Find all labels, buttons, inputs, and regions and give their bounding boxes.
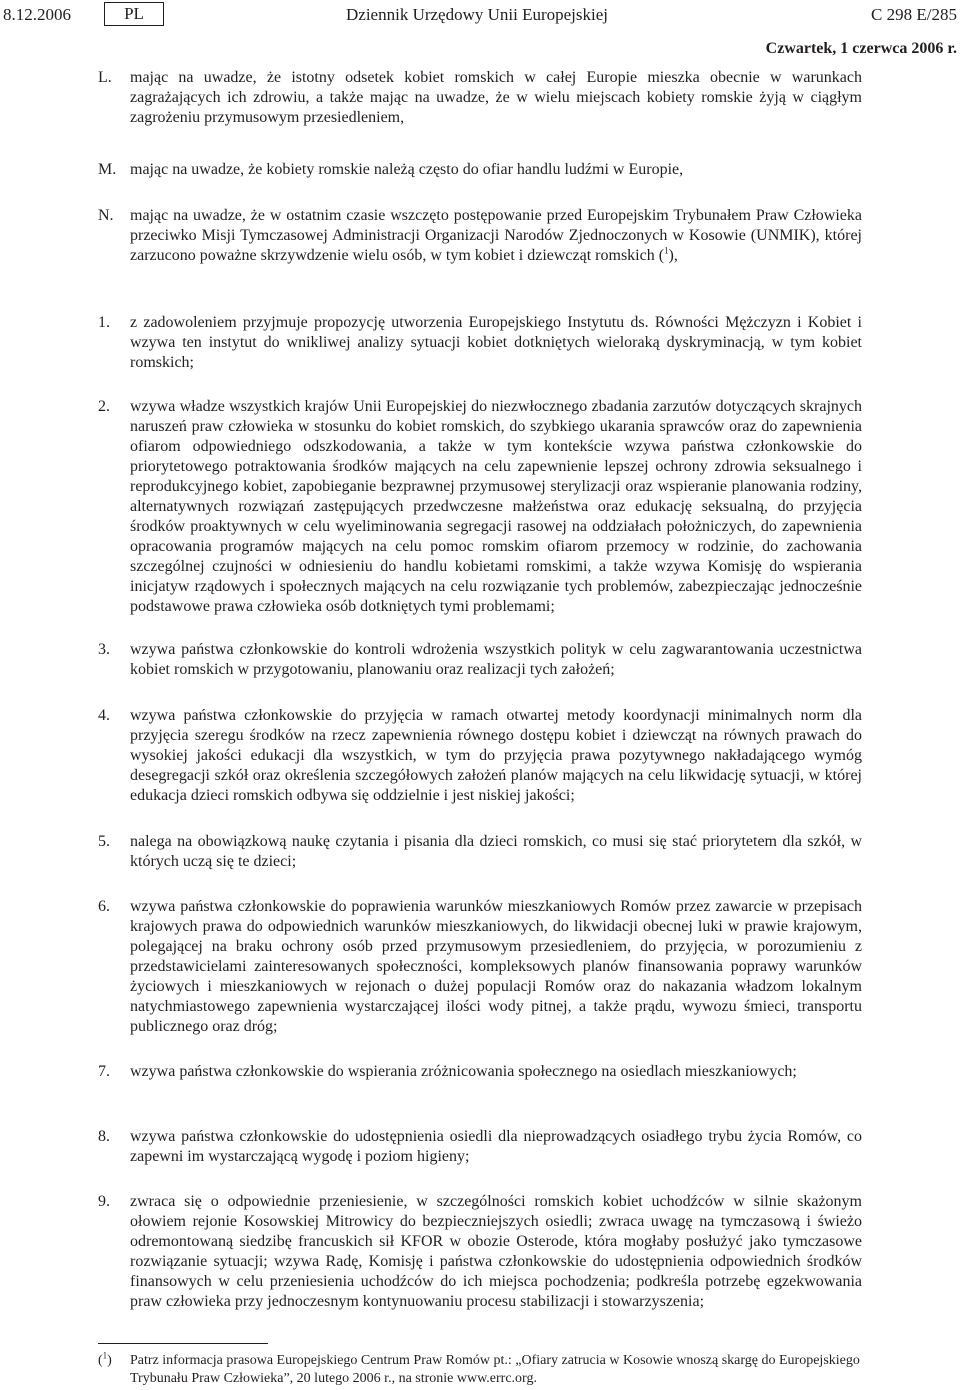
footnote-marker: ($^1$) xyxy=(98,1350,112,1368)
journal-reference: C 298 E/285 xyxy=(871,5,957,24)
item-text: wzywa władze wszystkich krajów Unii Europejskiej do niezwłocznego zbadania zarzutów dotyczących skrajnych naruszeń praw człowieka w stosunku do kobiet romskich, do szybkiego ukarania sprawców oraz do zapewnienia ofiarom odpowiedniego odszkodowania, a także w tym kontekście wzywa państwa członkowskie do priorytetowego potraktowania środków mających na celu zapewnienie lepszej ochrony zdrowia seksualnego i reprodukcyjnego kobiet, zapobieganie bezprawnej przymusowej sterylizacji oraz wspieranie planowania rodziny, alternatywnych rozwiązań zastępujących przedwczesne małżeństwa oraz edukację seksualną, do przyjęcia środków proaktywnych w celu wyeliminowania segregacji rasowej na oddziałach położniczych, do zapewnienia opracowania programów mających na celu pomoc romskim ofiarom przemocy w rodzinie, do zachowania szczególnej czujności w odniesieniu do handlu kobietami romskimi, a także wzywa Komisję do wspierania inicjatyw rządowych i społecznych mających na celu rozwiązanie tych problemów, zabezpieczając jednocześnie podstawowe prawa człowieka osób dotkniętych tymi problemami; xyxy=(130,398,862,615)
item-4 xyxy=(98,706,862,806)
item-number: 3. xyxy=(98,641,110,658)
item-text: nalega na obowiązkową naukę czytania i pisania dla dzieci romskich, co musi się stać priorytetem dla szkół, w których uczą się te dzieci; xyxy=(130,833,862,870)
recital-m xyxy=(98,160,862,180)
footnote-number: 1 xyxy=(102,1350,108,1361)
item-7 xyxy=(98,1062,862,1082)
recital-label: N. xyxy=(98,207,114,224)
footnote xyxy=(98,1352,862,1388)
item-number: 5. xyxy=(98,833,110,850)
recital-label: L. xyxy=(98,69,112,86)
item-number: 7. xyxy=(98,1063,110,1080)
item-number: 1. xyxy=(98,314,110,331)
item-6 xyxy=(98,897,862,1037)
item-number: 6. xyxy=(98,898,110,915)
footnote-ref[interactable]: 1 xyxy=(664,245,669,256)
journal-title: Dziennik Urzędowy Unii Europejskiej xyxy=(346,5,609,24)
item-number: 4. xyxy=(98,707,110,724)
journal-header xyxy=(0,0,960,30)
item-3 xyxy=(98,640,862,680)
recital-text xyxy=(130,206,862,266)
item-text: wzywa państwa członkowskie do poprawienia warunków mieszkaniowych Romów przez zawarcie w przepisach krajowych prawa do odpowiednich warunków mieszkaniowych, do likwidacji obecnej luki w prawie krajowym, polegającej na braku ochrony osób przed przymusowym przesiedleniem, do przyjęcia, w porozumieniu z przedstawicielami zainteresowanych społeczności, kompleksowych planów finansowania poprawy warunków życiowych i mieszkaniowych w rejonach o dużej populacji Romów oraz do nakazania władzom lokalnym natychmiastowego zapewnienia wystarczającej ilości wody pitnej, a także prądu, wywozu śmieci, transportu publicznego oraz dróg; xyxy=(130,898,862,1035)
footnote-separator xyxy=(98,1343,268,1344)
recital-n xyxy=(98,206,862,266)
recital-text: mając na uwadze, że istotny odsetek kobiet romskich w całej Europie mieszka obecnie w warunkach zagrażających ich zdrowiu, a także mając na uwadze, że w wielu miejscach kobiety romskie żyją w ciągłym zagrożeniu przymusowym przesiedleniem, xyxy=(130,69,862,126)
item-number: 2. xyxy=(98,398,110,415)
recital-label: M. xyxy=(98,161,117,178)
footnote-text: Patrz informacja prasowa Europejskiego Centrum Praw Romów pt.: „Ofiary zatrucia w Kosowie wnoszą skargę do Europejskiego Trybunału Praw Człowieka”, 20 lutego 2006 r., na stronie www.errc.org. xyxy=(130,1353,860,1386)
item-9 xyxy=(98,1192,862,1312)
recital-text-tail: ), xyxy=(668,247,678,264)
item-number: 9. xyxy=(98,1193,110,1210)
sitting-date: Czwartek, 1 czerwca 2006 r. xyxy=(765,40,957,57)
recital-text-body: mając na uwadze, że w ostatnim czasie wszczęto postępowanie przed Europejskim Trybunałem Praw Człowieka przeciwko Misji Tymczasowej Administracji Organizacji Narodów Zjednoczonych w Kosowie (UNMIK), której zarzucono poważne skrzywdzenie wielu osób, w tym kobiet i dziewcząt romskich ( xyxy=(130,207,862,264)
item-text: zwraca się o odpowiednie przeniesienie, w szczególności romskich kobiet uchodźców w silnie skażonym ołowiem rejonie Kosowskiej Mitrowicy do bezpieczniejszych osiedli; zwraca uwagę na tymczasową i świeżo odremontowaną siedzibę francuskich sił KFOR w obozie Osterode, która mogłaby posłużyć jako tymczasowe rozwiązanie sytuacji; wzywa Radę, Komisję i państwa członkowskie do udostępnienia odpowiednich środków finansowych w celu przeniesienia uchodźców do ich miejsca pochodzenia; podkreśla potrzebę egzekwowania praw człowieka przy jednoczesnym kontynuowaniu procesu stabilizacji i stowarzyszenia; xyxy=(130,1193,862,1310)
language-badge: PL xyxy=(104,2,164,26)
publication-date: 8.12.2006 xyxy=(3,5,71,24)
item-5 xyxy=(98,832,862,872)
item-1 xyxy=(98,313,862,373)
item-number: 8. xyxy=(98,1128,110,1145)
item-8 xyxy=(98,1127,862,1167)
item-2 xyxy=(98,397,862,617)
item-text: wzywa państwa członkowskie do przyjęcia w ramach otwartej metody koordynacji minimalnych norm dla przyjęcia szeregu środków na rzecz zapewnienia równego dostępu kobiet i dziewcząt na równych prawach do wysokiej jakości edukacji dla wszystkich, w tym do przyjęcia prawa pozytywnego nakładającego wymóg desegregacji szkół oraz określenia szczegółowych założeń planów mających na celu likwidację sytuacji, w której edukacja dzieci romskich odbywa się oddzielnie i jest niskiej jakości; xyxy=(130,707,862,804)
item-text: z zadowoleniem przyjmuje propozycję utworzenia Europejskiego Instytutu ds. Równości Mężczyzn i Kobiet i wzywa ten instytut do wnikliwej analizy sytuacji kobiet dotkniętych wieloraką dyskryminacją, w tym kobiet romskich; xyxy=(130,314,862,371)
recital-l xyxy=(98,68,862,128)
item-text: wzywa państwa członkowskie do kontroli wdrożenia wszystkich polityk w celu zagwarantowania uczestnictwa kobiet romskich w przygotowaniu, planowaniu oraz realizacji tych założeń; xyxy=(130,641,862,678)
recital-text: mając na uwadze, że kobiety romskie należą często do ofiar handlu ludźmi w Europie, xyxy=(130,161,684,178)
item-text: wzywa państwa członkowskie do udostępnienia osiedli dla nieprowadzących osiadłego trybu życia Romów, co zapewni im wystarczającą wygodę i poziom higieny; xyxy=(130,1128,862,1165)
item-text: wzywa państwa członkowskie do wspierania zróżnicowania społecznego na osiedlach mieszkaniowych; xyxy=(130,1063,797,1080)
